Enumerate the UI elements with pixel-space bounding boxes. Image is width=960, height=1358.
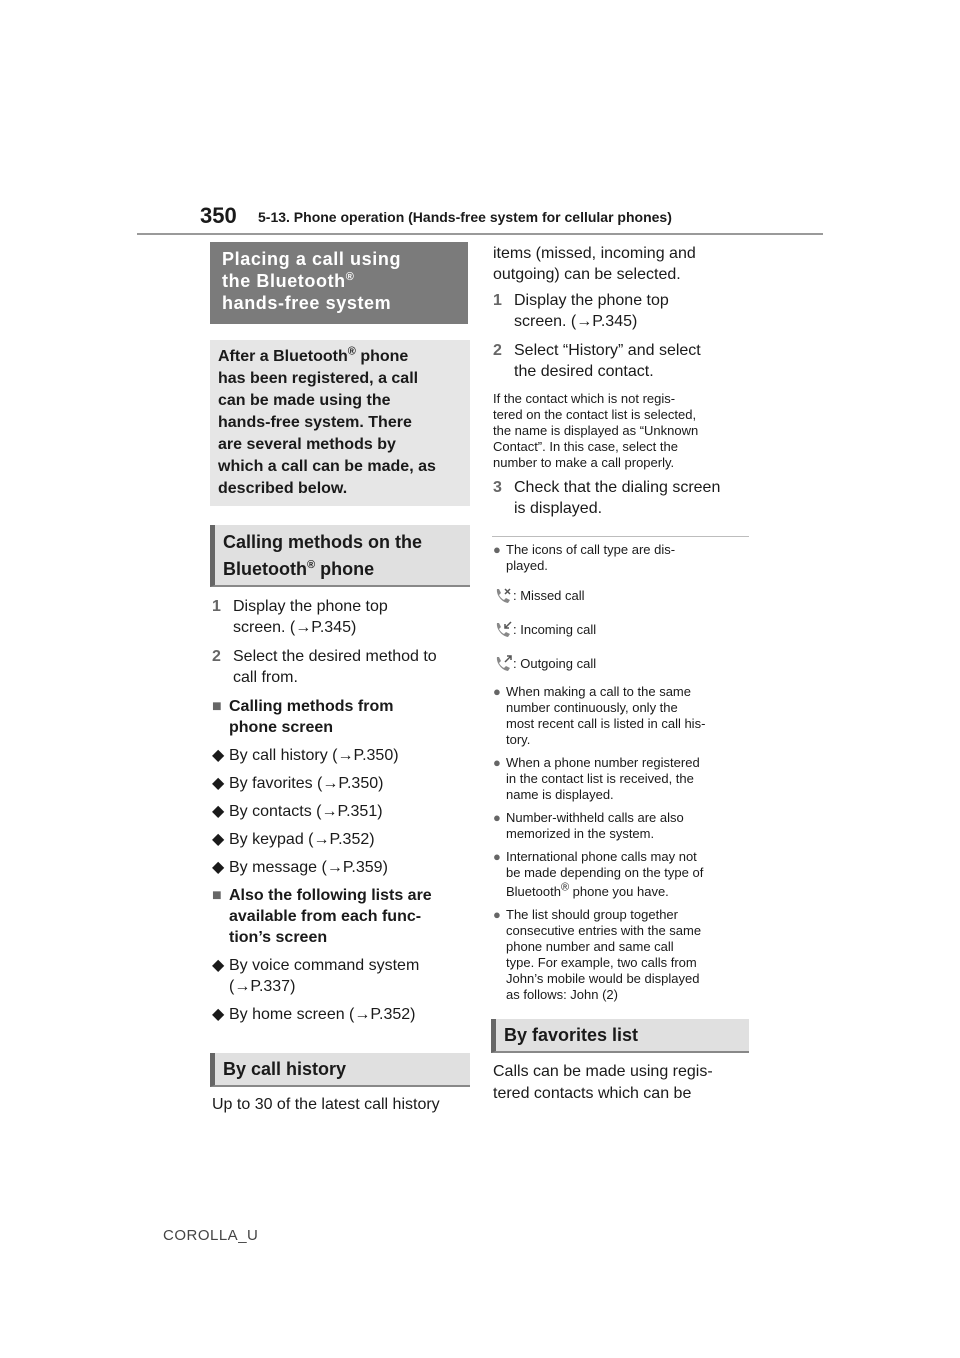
header-divider: [137, 233, 823, 235]
favorites-heading: By favorites list: [491, 1019, 749, 1053]
outgoing-call-icon: [493, 654, 513, 674]
title-line-2: the Bluetooth: [222, 271, 346, 291]
calling-methods-line-2b: phone: [315, 559, 375, 579]
missed-call-icon: [493, 586, 513, 606]
intro-line-7: described below.: [218, 480, 348, 497]
list-item: [212, 1004, 474, 1025]
calling-methods-heading: [210, 525, 470, 587]
circle-bullet-icon: ●: [493, 542, 501, 557]
missed-call-label: : Missed call: [513, 588, 585, 603]
list-item: [493, 849, 755, 900]
call-history-heading: By call history: [210, 1053, 470, 1087]
note-line-2: tered on the contact list is selected,: [493, 407, 697, 422]
favorites-text: [493, 1061, 763, 1105]
title-line-3: hands-free system: [222, 293, 392, 313]
step-1: [493, 290, 763, 332]
intro-line-3: can be made using the: [218, 392, 391, 409]
step-number: 1: [212, 598, 221, 615]
diamond-bullet-icon: ◆: [212, 747, 225, 764]
also-line-2: available from each func-: [229, 908, 422, 925]
phone-item-call-history: By call history (→P.350): [229, 747, 399, 764]
bullet-2-line-2: in the contact list is received, the: [506, 771, 694, 786]
registered-mark: ®: [345, 271, 355, 283]
phone-item-keypad: By keypad (→P.352): [229, 831, 375, 848]
diamond-bullet-icon: ◆: [212, 1006, 225, 1023]
bullet-5-line-1: The list should group together: [506, 907, 678, 922]
from-phone-line-1: Calling methods from: [229, 698, 394, 715]
list-item: [212, 745, 474, 766]
outgoing-call-label: : Outgoing call: [513, 656, 597, 671]
also-item-home-screen: By home screen (→P.352): [229, 1006, 416, 1023]
step-number: 2: [493, 342, 502, 359]
bullet-4-line-3b: phone you have.: [569, 884, 669, 899]
calling-methods-line-1: Calling methods on the: [223, 532, 423, 552]
continued-line-1: items (missed, incoming and: [493, 245, 696, 262]
list-item: [212, 801, 474, 822]
registered-mark: ®: [560, 881, 570, 894]
list-item: [493, 542, 755, 574]
list-item: [493, 810, 755, 842]
phone-item-favorites: By favorites (→P.350): [229, 775, 384, 792]
step-1-line-1: Display the phone top: [233, 598, 388, 615]
note-line-5: number to make a call properly.: [493, 455, 675, 470]
also-item-voice-line-1: By voice command system: [229, 957, 420, 974]
also-item-voice-line-2: (→P.337): [229, 978, 296, 995]
list-item: [212, 857, 474, 878]
bullet-5-line-5: John’s mobile would be displayed: [506, 971, 700, 986]
left-steps: [212, 596, 474, 1025]
bullet-2-line-3: name is displayed.: [506, 787, 614, 802]
right-column: [493, 243, 763, 519]
info-divider: [492, 536, 749, 537]
placing-call-title-box: [210, 242, 468, 324]
from-phone-line-2: phone screen: [229, 719, 334, 736]
intro-line-4: hands-free system. There: [218, 414, 412, 431]
intro-line-6: which a call can be made, as: [218, 458, 436, 475]
step-2-line-2: call from.: [233, 669, 298, 686]
list-item: [493, 684, 755, 748]
square-bullet-icon: ■: [212, 887, 222, 904]
note-line-1: If the contact which is not regis-: [493, 391, 676, 406]
circle-bullet-icon: ●: [493, 849, 501, 864]
step-3-line-1: Check that the dialing screen: [514, 479, 721, 496]
diamond-bullet-icon: ◆: [212, 775, 225, 792]
info-intro-line-1: The icons of call type are dis-: [506, 542, 676, 557]
call-type-row: [493, 620, 755, 640]
bullet-3-line-2: memorized in the system.: [506, 826, 655, 841]
phone-item-message: By message (→P.359): [229, 859, 388, 876]
diamond-bullet-icon: ◆: [212, 803, 225, 820]
unknown-contact-note: [493, 391, 763, 471]
bullet-1-line-1: When making a call to the same: [506, 684, 691, 699]
registered-mark: ®: [306, 559, 316, 571]
note-line-3: the name is displayed as “Unknown: [493, 423, 699, 438]
circle-bullet-icon: ●: [493, 684, 501, 699]
calling-methods-line-2a: Bluetooth: [223, 559, 307, 579]
bullet-1-line-2: number continuously, only the: [506, 700, 678, 715]
step-2: [212, 646, 474, 688]
list-item: [493, 907, 755, 1003]
step-number: 2: [212, 648, 221, 665]
list-item: [212, 773, 474, 794]
favorites-line-2: tered contacts which can be: [493, 1085, 692, 1102]
phone-item-contacts: By contacts (→P.351): [229, 803, 383, 820]
step-2-line-1: Select the desired method to: [233, 648, 437, 665]
call-type-row: [493, 586, 755, 606]
info-section: [493, 542, 755, 1003]
diamond-bullet-icon: ◆: [212, 831, 225, 848]
step-2: [493, 340, 763, 382]
favorites-line-1: Calls can be made using regis-: [493, 1063, 713, 1080]
step-1: [212, 596, 474, 638]
bullet-5-line-6: as follows: John (2): [506, 987, 618, 1002]
also-line-3: tion’s screen: [229, 929, 328, 946]
list-item: [493, 755, 755, 803]
incoming-call-label: : Incoming call: [513, 622, 597, 637]
note-line-4: Contact”. In this case, select the: [493, 439, 678, 454]
from-phone-heading: [212, 696, 474, 738]
step-3-line-2: is displayed.: [514, 500, 603, 517]
info-intro-line-2: played.: [506, 558, 548, 573]
step-number: 1: [493, 292, 502, 309]
bullet-5-line-4: type. For example, two calls from: [506, 955, 697, 970]
intro-line-1b: phone: [355, 348, 409, 365]
also-line-1: Also the following lists are: [229, 887, 432, 904]
list-item: [212, 955, 474, 997]
bullet-4-line-1: International phone calls may not: [506, 849, 697, 864]
bullet-1-line-4: tory.: [506, 732, 531, 747]
call-type-row: [493, 654, 755, 674]
list-item: [212, 829, 474, 850]
footer-model: COROLLA_U: [163, 1227, 259, 1244]
step-1-line-2: screen. (→P.345): [233, 619, 357, 636]
bullet-1-line-3: most recent call is listed in call his-: [506, 716, 706, 731]
bullet-2-line-1: When a phone number registered: [506, 755, 700, 770]
continued-line-2: outgoing) can be selected.: [493, 266, 681, 283]
step-3: [493, 477, 763, 519]
bullet-4-line-3a: Bluetooth: [506, 884, 561, 899]
intro-line-5: are several methods by: [218, 436, 396, 453]
step-2-line-2: the desired contact.: [514, 363, 654, 380]
bullet-3-line-1: Number-withheld calls are also: [506, 810, 684, 825]
bullet-5-line-2: consecutive entries with the same: [506, 923, 702, 938]
circle-bullet-icon: ●: [493, 907, 501, 922]
bullet-5-line-3: phone number and same call: [506, 939, 674, 954]
circle-bullet-icon: ●: [493, 755, 501, 770]
step-2-line-1: Select “History” and select: [514, 342, 701, 359]
step-number: 3: [493, 479, 502, 496]
intro-line-2: has been registered, a call: [218, 370, 419, 387]
intro-line-1a: After a Bluetooth: [218, 348, 348, 365]
page-number: 350: [200, 203, 237, 228]
circle-bullet-icon: ●: [493, 810, 501, 825]
step-1-line-2: screen. (→P.345): [514, 313, 638, 330]
bullet-4-line-2: be made depending on the type of: [506, 865, 704, 880]
step-1-line-1: Display the phone top: [514, 292, 669, 309]
square-bullet-icon: ■: [212, 698, 222, 715]
section-title: 5-13. Phone operation (Hands-free system for cellular phones): [258, 209, 672, 225]
intro-box: [210, 340, 470, 506]
registered-mark: ®: [347, 345, 356, 358]
diamond-bullet-icon: ◆: [212, 957, 225, 974]
diamond-bullet-icon: ◆: [212, 859, 225, 876]
also-lists-heading: [212, 885, 474, 948]
incoming-call-icon: [493, 620, 513, 640]
call-history-text: Up to 30 of the latest call history: [212, 1096, 440, 1113]
title-line-1: Placing a call using: [222, 249, 402, 269]
